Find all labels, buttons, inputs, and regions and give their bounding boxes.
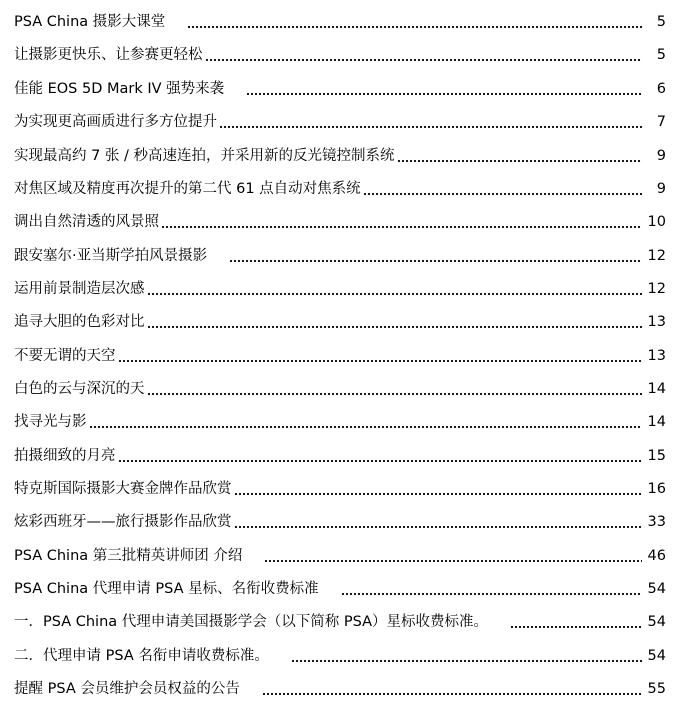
toc-entry-page: 6 [656,81,666,97]
toc-entry-title: 特克斯国际摄影大赛金牌作品欣赏 [14,481,232,497]
toc-entry-title: 对焦区域及精度再次提升的第二代 61 点自动对焦系统 [14,181,361,197]
dot-leader [291,644,642,668]
toc-entry[interactable] [14,244,666,268]
dot-leader [363,177,642,201]
toc-entry-page: 55 [647,681,666,697]
toc-entry-page: 5 [656,47,666,63]
dot-leader [147,377,643,401]
toc-entry-title: 炫彩西班牙——旅行摄影作品欣赏 [14,514,232,530]
toc-entry[interactable] [14,177,666,201]
dot-leader [264,544,642,568]
toc-entry[interactable] [14,377,666,401]
toc-entry[interactable] [14,544,666,568]
toc-entry[interactable] [14,577,666,601]
toc-entry-title: 找寻光与影 [14,414,87,430]
toc-entry-page: 15 [647,448,666,464]
toc-entry-title: 实现最高约 7 张 / 秒高速连拍，并采用新的反光镜控制系统 [14,148,395,164]
dot-leader [147,310,643,334]
toc-entry[interactable] [14,644,666,668]
toc-entry[interactable] [14,610,666,634]
dot-leader [262,677,642,701]
dot-leader [161,210,642,234]
toc-entry-page: 9 [656,148,666,164]
toc-entry-title: PSA China 第三批精英讲师团 介绍 [14,548,243,564]
dot-leader [246,77,642,101]
toc-entry-page: 16 [647,481,666,497]
toc-entry-page: 12 [647,281,666,297]
toc-entry[interactable] [14,310,666,334]
dot-leader [187,10,642,34]
toc-entry-page: 46 [647,548,666,564]
dot-leader [89,410,643,434]
toc-entry-page: 5 [656,14,666,30]
toc-entry-page: 33 [647,514,666,530]
toc-entry-title: 一．PSA China 代理申请美国摄影学会（以下简称 PSA）星标收费标准。 [14,614,489,630]
toc-entry[interactable] [14,510,666,534]
toc-entry[interactable] [14,477,666,501]
toc-entry-title: 运用前景制造层次感 [14,281,145,297]
toc-entry-title: 追寻大胆的色彩对比 [14,314,145,330]
toc-entry[interactable] [14,410,666,434]
dot-leader [341,577,642,601]
toc-entry-title: 二．代理申请 PSA 名衔申请收费标准。 [14,648,269,664]
toc-entry-page: 54 [647,648,666,664]
dot-leader [397,144,642,168]
toc-entry[interactable] [14,10,666,34]
toc-entry-title: 拍摄细致的月亮 [14,448,116,464]
toc-entry-page: 10 [647,214,666,230]
toc-entry-title: 不要无谓的天空 [14,348,116,364]
toc-entry[interactable] [14,110,666,134]
dot-leader [234,510,643,534]
toc-entry-page: 13 [647,348,666,364]
dot-leader [229,244,642,268]
toc-entry-page: 54 [647,581,666,597]
dot-leader [205,43,643,67]
toc-entry-title: 跟安塞尔·亚当斯学拍风景摄影 [14,248,208,264]
dot-leader [118,344,643,368]
toc-entry[interactable] [14,344,666,368]
toc-entry-title: 佳能 EOS 5D Mark IV 强势来袭 [14,81,225,97]
toc-entry-page: 7 [656,114,666,130]
toc-entry-title: 调出自然清透的风景照 [14,214,159,230]
dot-leader [118,444,643,468]
toc-entry-page: 13 [647,314,666,330]
toc-entry-page: 12 [647,248,666,264]
toc-entry[interactable] [14,144,666,168]
toc-entry-title: 为实现更高画质进行多方位提升 [14,114,217,130]
toc-entry[interactable] [14,444,666,468]
toc-entry-page: 14 [647,414,666,430]
toc-entry[interactable] [14,277,666,301]
toc-entry-page: 14 [647,381,666,397]
toc-entry-title: 白色的云与深沉的天 [14,381,145,397]
toc-entry-page: 54 [647,614,666,630]
toc-entry-title: PSA China 代理申请 PSA 星标、名衔收费标准 [14,581,319,597]
toc-entry-page: 9 [656,181,666,197]
toc-entry[interactable] [14,43,666,67]
toc-entry[interactable] [14,677,666,701]
dot-leader [219,110,642,134]
toc-entry-title: 让摄影更快乐、让参赛更轻松 [14,47,203,63]
dot-leader [510,610,642,634]
toc-entry-title: 提醒 PSA 会员维护会员权益的公告 [14,681,240,697]
toc-entry[interactable] [14,77,666,101]
dot-leader [147,277,643,301]
toc-entry[interactable] [14,210,666,234]
toc-entry-title: PSA China 摄影大课堂 [14,14,166,30]
dot-leader [234,477,643,501]
